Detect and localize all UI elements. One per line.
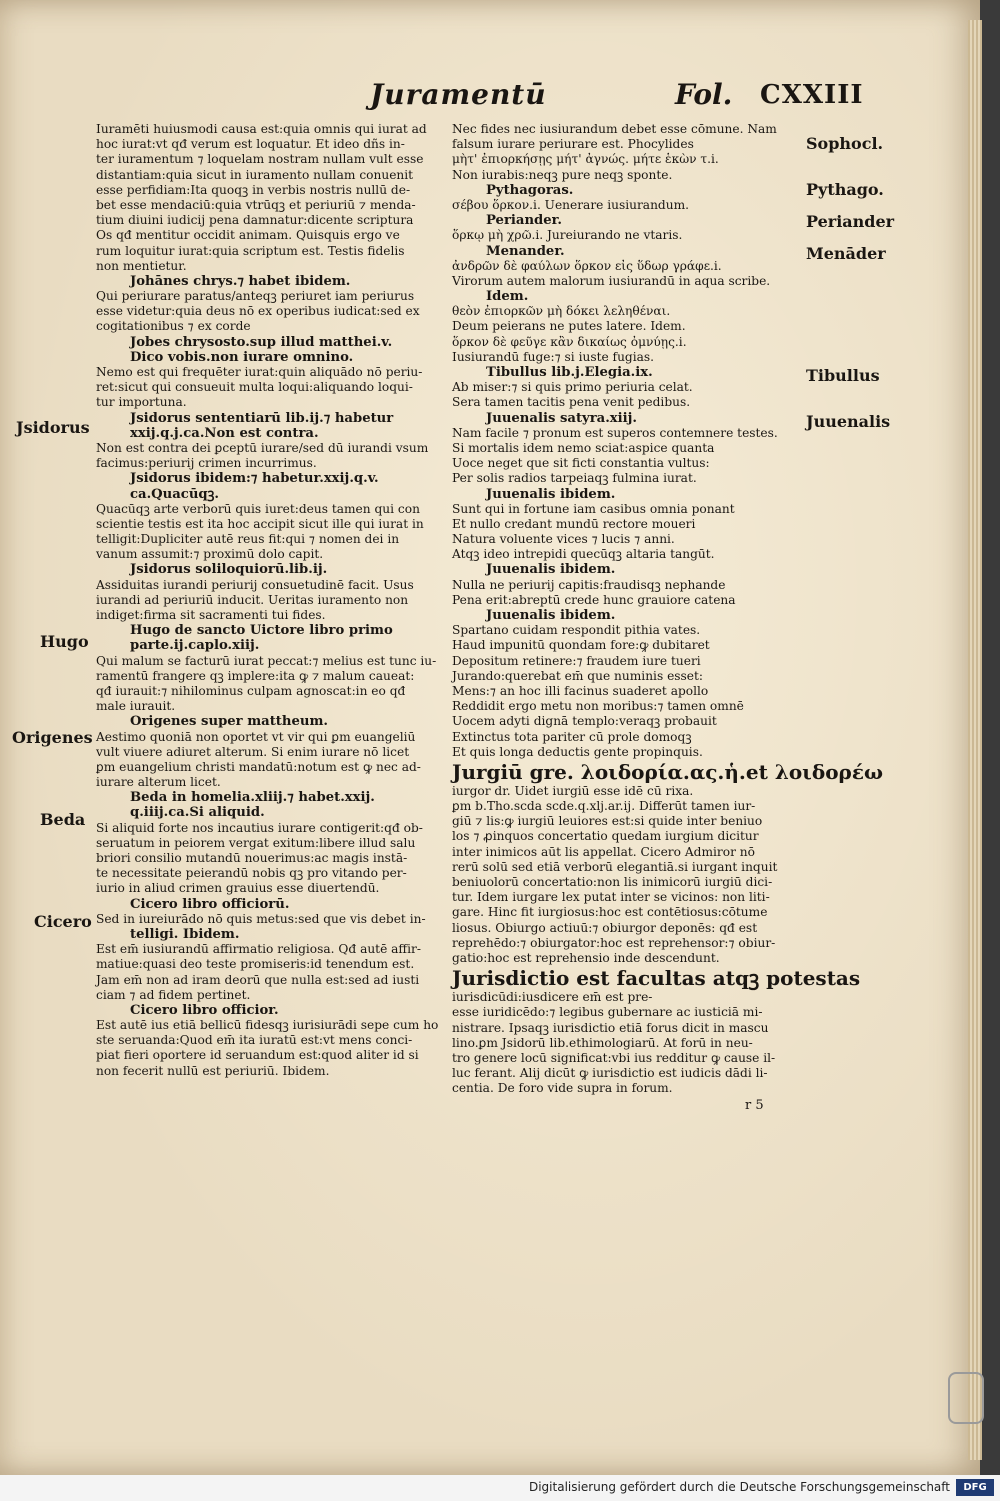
text-line: tium diuini iudicij pena damnatur:dicente scriptura	[96, 213, 414, 228]
section-heading: Juuenalis ibidem.	[486, 608, 616, 623]
text-line: Uoce neget que sit ficti constantia vultus:	[452, 456, 710, 471]
margin-note-pythagoras: Pythago.	[806, 180, 884, 199]
text-line: non fecerit nullū est periuriū. Ibidem.	[96, 1063, 330, 1078]
text-line: rerū solū sed etiā verborū elegantiā.si iurgant inquit	[452, 859, 778, 874]
text-line: iurandi ad periuriū inducit. Ueritas iuramento non	[96, 592, 409, 607]
text-line: ꝑm euangelium christi mandatū:notum est ꝙ nec ad-	[96, 759, 421, 774]
section-heading: Johānes chrys.⁊ habet ibidem.	[130, 273, 351, 289]
section-heading: Idem.	[486, 289, 529, 305]
text-line: Haud impunitū quondam fore:ꝙ dubitaret	[452, 638, 710, 653]
text-line: iurisdicūdi:iusdicere em̄ est pre-	[452, 990, 653, 1005]
text-line: μὴτ' ἐπιορκήσῃς μήτ' ἀγνώς. μήτε ἑκὼν τ.i.	[452, 152, 719, 167]
text-line: Aestimo quoniā non oportet vt vir qui ꝑm euangeliū	[96, 729, 416, 744]
text-line: Nam facile ⁊ pronum est superos contemnere testes.	[452, 425, 778, 440]
section-heading: Jsidorus soliloquiorū.lib.ij.	[130, 562, 328, 578]
section-heading: Origenes super mattheum.	[130, 714, 329, 730]
margin-note-juvenal: Juuenalis	[806, 412, 891, 431]
text-line: beniuolorū concertatio:non lis inimicorū iurgiū dici-	[452, 875, 773, 889]
running-title: Juramentū	[370, 78, 547, 111]
dfg-logo: DFG	[956, 1479, 994, 1496]
page-clip	[948, 1372, 984, 1424]
text-line: Et nullo credant mundū rectore moueri	[452, 516, 696, 531]
section-heading: Juuenalis ibidem.	[486, 486, 616, 502]
section-heading: Jsidorus sententiarū lib.ij.⁊ habetur	[130, 410, 394, 426]
text-line: falsum iurare periurare est. Phocylides	[452, 137, 694, 152]
left-text-column	[96, 122, 446, 1079]
text-line: Nec fides nec iusiurandum debet esse cōmune. Nam	[452, 122, 777, 136]
text-line: centia. De foro vide supra in forum.	[452, 1081, 673, 1096]
text-line: ste seruanda:Quod em̄ ita iuratū est:vt mens conci-	[96, 1033, 413, 1048]
section-heading: Menander.	[486, 243, 565, 259]
text-line: gare. Hinc fit iurgiosus:hoc est contētiosus:cōtume	[452, 905, 768, 920]
text-line: Jurgiū gre. λοιδορία.ας.ἡ.et λοιδορέω	[452, 759, 884, 784]
text-line: vult viuere adiuret alterum. Si enim iurare nō licet	[96, 744, 410, 759]
text-line: briori consilio mutandū nouerimus:ac magis instā-	[96, 851, 408, 865]
margin-note-origenes: Origenes	[12, 728, 93, 747]
folio-number: CXXIII	[760, 80, 864, 110]
text-line: ramentū frangere qꝫ implere:ita ꝙ ⁊ malum caueat:	[96, 668, 415, 683]
text-line: nistrare. Ipsaqꝫ iurisdictio etiā forus dicit in mascu	[452, 1020, 769, 1035]
text-line: Non est contra dei ꝑceptū iurare/sed dū iurandi vsum	[96, 440, 429, 455]
text-line: Est em̄ iusiurandū affirmatio religiosa. Qđ autē affir-	[96, 942, 421, 957]
section-heading: Juuenalis satyra.xiij.	[486, 410, 638, 426]
text-line: ὅρκῳ μὴ χρῶ.i. Jureiurando ne vtaris.	[452, 228, 683, 243]
text-line: esse videtur:quia deus nō ex operibus iudicat:sed ex	[96, 304, 420, 319]
text-line: scientie testis est ita hoc accipit sicut ille qui iurat in	[96, 516, 424, 531]
text-line: Non iurabis:neqꝫ pure neqꝫ sponte.	[452, 167, 673, 182]
text-line: Spartano cuidam respondit pithia vates.	[452, 623, 701, 638]
text-line: Sed in iureiurādo nō quis metus:sed que vis debet in-	[96, 911, 426, 926]
text-line: Ab miser:⁊ si quis primo periuria celat.	[452, 380, 693, 395]
text-line: vanum assumit:⁊ proximū dolo capit.	[96, 547, 324, 562]
section-heading: Beda in homelia.xliij.⁊ habet.xxij.	[130, 790, 375, 806]
section-heading: q.iiij.ca.Si aliquid.	[130, 805, 265, 821]
text-line: Est autē ius etiā bellicū fidesqꝫ iurisiurādi sepe cum ho	[96, 1018, 439, 1033]
text-line: Si aliquid forte nos incautius iurare contigerit:qđ ob-	[96, 820, 423, 835]
section-heading: Periander.	[486, 213, 562, 229]
text-line: tur. Idem iurgare lex putat inter se vicinos: non liti-	[452, 890, 770, 905]
section-heading: Jobes chrysosto.sup illud matthei.v.	[130, 334, 393, 350]
text-line: σέβου ὅρκον.i. Uenerare iusiurandum.	[452, 197, 690, 212]
text-line: iurare alterum licet.	[96, 775, 221, 790]
margin-note-tibullus: Tibullus	[806, 366, 880, 385]
text-line: ὅρκον δὲ φεῦγε κἂν δικαίως ὀμνύῃς.i.	[452, 334, 687, 349]
text-line: distantiam:quia sicut in iuramento nullam conuenit	[96, 167, 414, 182]
margin-note-sophocles: Sophocl.	[806, 134, 884, 153]
section-heading: Juuenalis ibidem.	[486, 562, 616, 578]
section-heading: telligi. Ibidem.	[130, 926, 240, 942]
text-line: rum loquitur iurat:quia scriptum est. Testis fidelis	[96, 243, 405, 258]
text-line: Iuramēti huiusmodi causa est:quia omnis qui iurat ad	[96, 122, 427, 136]
text-line: liosus. Obiurgo actiuū:⁊ obiurgor deponēs: qđ est	[452, 920, 758, 935]
text-line: los ⁊ ꝓinquos concertatio quedam iurgium dicitur	[452, 829, 759, 844]
text-line: Os qđ mentitur occidit animam. Quisquis ergo ve	[96, 228, 400, 243]
text-line: Natura voluente vices ⁊ lucis ⁊ anni.	[452, 532, 675, 547]
text-line: te necessitate peierandū nobis qꝫ pro vitando per-	[96, 866, 407, 881]
margin-note-periander: Periander	[806, 212, 895, 231]
section-heading: Dico vobis.non iurare omnino.	[130, 349, 354, 365]
text-line: ret:sicut qui consueuit multa loqui:aliquando loqui-	[96, 380, 413, 395]
section-heading: Cicero libro officiorū.	[130, 896, 290, 912]
text-line: bet esse mendaciū:quia vtrūqꝫ et periuriū ⁊ menda-	[96, 197, 416, 212]
section-heading: Pythagoras.	[486, 182, 574, 198]
section-heading: Jsidorus ibidem:⁊ habetur.xxij.q.v.	[130, 471, 379, 487]
text-line: facimus:periurij crimen incurrimus.	[96, 456, 317, 471]
footer-credit: Digitalisierung gefördert durch die Deutsche Forschungsgemeinschaft	[528, 1480, 950, 1494]
text-line: Si mortalis idem nemo sciat:aspice quanta	[452, 440, 715, 455]
text-line: tur importuna.	[96, 395, 187, 410]
text-line: Uocem adyti dignā templo:veraqꝫ probauit	[452, 714, 717, 729]
text-line: Nemo est qui frequēter iurat:quin aliquādo nō periu-	[96, 365, 423, 379]
text-line: Virorum autem malorum iusiurandū in aqua scribe.	[452, 273, 771, 288]
page-edge	[968, 20, 982, 1460]
text-line: esse perfidiam:Ita quoqꝫ in verbis nostris nullū de-	[96, 182, 411, 197]
folio-label: Fol.	[675, 78, 733, 111]
margin-note-menander: Menāder	[806, 244, 886, 263]
section-heading: ca.Quacūqꝫ.	[130, 486, 219, 502]
text-line: iurgor dr. Uidet iurgiū esse idē cū rixa.	[452, 783, 694, 798]
text-line: giū ⁊ lis:ꝙ iurgiū leuiores est:si quide inter beniuo	[452, 814, 763, 829]
text-line: matiue:quasi deo teste promiseris:id tenendum est.	[96, 957, 415, 972]
section-heading: Cicero libro officior.	[130, 1002, 279, 1018]
text-line: telligit:Dupliciter autē reus fit:qui ⁊ nomen dei in	[96, 532, 400, 547]
text-line: Reddidit ergo metu non moribus:⁊ tamen omnē	[452, 699, 744, 714]
text-line: esse iuridicēdo:⁊ legibus gubernare ac iusticiā mi-	[452, 1005, 763, 1020]
text-line: Deum peierans ne putes latere. Idem.	[452, 319, 686, 334]
text-line: piat fieri oportere id seruandum est:quod aliter id si	[96, 1048, 419, 1063]
text-line: ꝑm b.Tho.scda scde.q.xlj.ar.ij. Differūt tamen iur-	[452, 799, 756, 814]
margin-note-cicero: Cicero	[34, 912, 92, 931]
text-line: hoc iurat:vt qđ verum est loquatur. Et ideo dñs in-	[96, 137, 405, 152]
text-line: seruatum in peiorem vergat exitum:libere illud salu	[96, 835, 416, 850]
margin-note-beda: Beda	[40, 810, 86, 829]
text-line: Depositum retinere:⁊ fraudem iure tueri	[452, 653, 701, 668]
section-heading: Tibullus lib.j.Elegia.ix.	[486, 365, 653, 380]
text-line: indiget:firma sit sacramenti tui fides.	[96, 608, 326, 622]
text-line: Iusiurandū fuge:⁊ si iuste fugias.	[452, 349, 655, 364]
text-line: tro genere locū significat:vbi ius redditur ꝙ cause il-	[452, 1050, 776, 1065]
text-line: Qui malum se facturū iurat peccat:⁊ melius est tunc iu-	[96, 653, 437, 668]
text-line: θεὸν ἐπιορκῶν μὴ δόκει λεληθέναι.	[452, 304, 671, 319]
text-line: Atqꝫ ideo intrepidi quecūqꝫ altaria tangūt.	[452, 547, 715, 562]
text-line: Per solis radios tarpeiaqꝫ fulmina iurat.	[452, 471, 697, 486]
text-line: Qui periurare paratus/anteqꝫ periuret iam periurus	[96, 289, 415, 304]
text-line: Jurando:querebat em̄ que numinis esset:	[452, 668, 704, 683]
text-line: Nulla ne periurij capitis:fraudisqꝫ nephande	[452, 577, 726, 592]
text-line: ciam ⁊ ad fidem pertinet.	[96, 987, 251, 1002]
text-line: qđ iurauit:⁊ nihilominus culpam agnoscat:in eo qđ	[96, 683, 406, 698]
text-line: Pena erit:abreptū crede hunc grauiore catena	[452, 592, 736, 607]
text-line: iurio in aliud crimen grauius esse diuertendū.	[96, 881, 380, 896]
section-heading: Hugo de sancto Uictore libro primo	[130, 623, 393, 639]
text-line: gatio:hoc est reprehensio inde descendunt.	[452, 950, 720, 965]
text-line: Jurisdictio est facultas atqꝫ potestas	[452, 966, 861, 991]
text-line: lino.ꝑm Jsidorū lib.ethimologiarū. At forū in neu-	[452, 1035, 753, 1050]
text-line: luc ferant. Alij dicūt ꝙ iurisdictio est iudicis dādi li-	[452, 1066, 768, 1081]
text-line: ἀνδρῶν δὲ φαύλων ὅρκον εἰς ὕδωρ γράφε.i.	[452, 258, 722, 273]
signature-mark: r 5	[745, 1098, 764, 1113]
text-line: reprehēdo:⁊ obiurgator:hoc est reprehensor:⁊ obiur-	[452, 935, 776, 950]
margin-note-isidorus: Jsidorus	[16, 418, 90, 437]
text-line: Extinctus tota pariter cū prole domoqꝫ	[452, 729, 692, 744]
text-line: Sera tamen tacitis pena venit pedibus.	[452, 395, 691, 410]
text-line: Mens:⁊ an hoc illi facinus suaderet apollo	[452, 683, 709, 698]
section-heading: parte.ij.caplo.xiij.	[130, 638, 260, 654]
margin-note-hugo: Hugo	[40, 632, 89, 651]
text-line: Jam em̄ non ad iram deorū que nulla est:sed ad iusti	[96, 972, 420, 987]
text-line: non mentietur.	[96, 258, 187, 273]
text-line: Sunt qui in fortune iam casibus omnia ponant	[452, 501, 735, 516]
text-line: Assiduitas iurandi periurij consuetudinē facit. Usus	[96, 577, 414, 592]
text-line: Quacūqꝫ arte verborū quis iuret:deus tamen qui con	[96, 501, 420, 516]
text-line: Et quis longa deductis gente propinquis.	[452, 744, 703, 759]
section-heading: xxij.q.j.ca.Non est contra.	[130, 425, 319, 441]
text-line: male iurauit.	[96, 699, 176, 714]
text-line: ter iuramentum ⁊ loquelam nostram nullam vult esse	[96, 152, 424, 167]
text-line: inter inimicos aūt lis appellat. Cicero Admiror nō	[452, 844, 755, 859]
text-line: cogitationibus ⁊ ex corde	[96, 319, 251, 334]
footer-bar	[0, 1475, 1000, 1501]
